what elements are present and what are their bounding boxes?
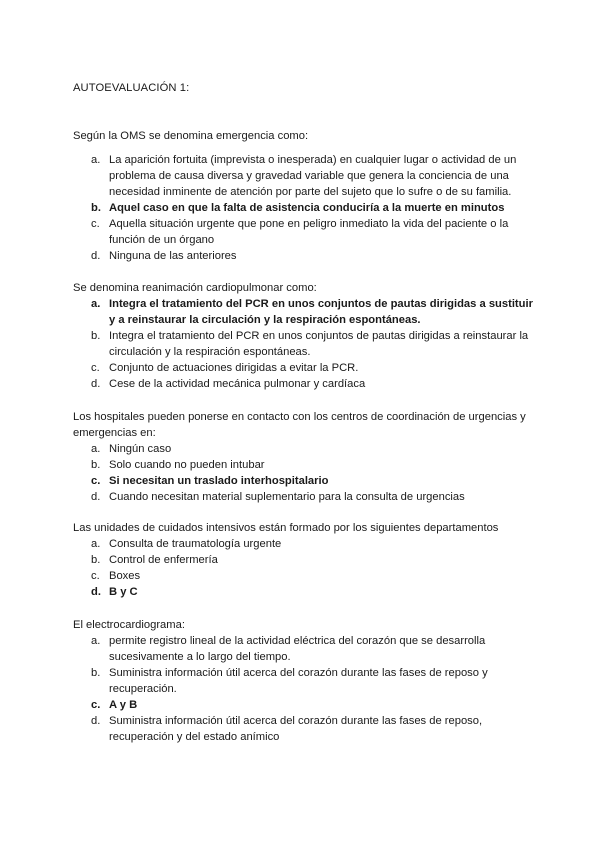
option-letter: d. <box>91 250 101 262</box>
option-letter: d. <box>91 586 101 598</box>
option-text: permite registro lineal de la actividad eléctrica del corazón que se desarrolla sucesivamente a lo largo del tiempo. <box>109 635 486 663</box>
option-d <box>73 248 533 264</box>
option-text: Integra el tratamiento del PCR en unos conjuntos de pautas dirigidas a reinstaurar la circulación y la respiración espontáneas. <box>109 330 529 358</box>
option-letter: c. <box>91 699 101 711</box>
option-text: Si necesitan un traslado interhospitalario <box>109 475 329 487</box>
option-list <box>73 441 533 505</box>
option-text: Ningún caso <box>109 443 172 455</box>
question-2 <box>73 280 533 392</box>
option-letter: d. <box>91 715 101 727</box>
option-text: Consulta de traumatología urgente <box>109 538 282 550</box>
option-d <box>73 713 533 745</box>
option-letter: c. <box>91 218 100 230</box>
option-letter: a. <box>91 635 101 647</box>
option-text: Solo cuando no pueden intubar <box>109 459 265 471</box>
question-1 <box>73 128 533 264</box>
option-letter: d. <box>91 491 101 503</box>
option-text: Suministra información útil acerca del corazón durante las fases de reposo y recuperación. <box>109 667 488 695</box>
option-letter: a. <box>91 154 101 166</box>
option-text: A y B <box>109 699 138 711</box>
option-d-correct <box>73 584 533 600</box>
page-title: AUTOEVALUACIÓN 1: <box>73 82 190 94</box>
option-list <box>73 633 533 745</box>
option-c <box>73 216 533 248</box>
option-letter: b. <box>91 202 101 214</box>
option-d <box>73 376 533 392</box>
option-a <box>73 152 533 200</box>
option-a <box>73 536 533 552</box>
question-3 <box>73 409 533 505</box>
option-list <box>73 152 533 264</box>
option-text: Aquel caso en que la falta de asistencia conduciría a la muerte en minutos <box>109 202 505 214</box>
question-text: Los hospitales pueden ponerse en contacto con los centros de coordinación de urgencias y emergencias en: <box>73 411 526 439</box>
question-text: Las unidades de cuidados intensivos están formado por los siguientes departamentos <box>73 522 499 534</box>
option-text: Ninguna de las anteriores <box>109 250 237 262</box>
option-letter: a. <box>91 443 101 455</box>
option-c-correct <box>73 473 533 489</box>
option-letter: a. <box>91 298 101 310</box>
option-letter: b. <box>91 459 101 471</box>
option-text: Cuando necesitan material suplementario para la consulta de urgencias <box>109 491 465 503</box>
option-b <box>73 328 533 360</box>
question-4 <box>73 520 533 600</box>
option-b <box>73 665 533 697</box>
option-c <box>73 568 533 584</box>
option-text: Boxes <box>109 570 141 582</box>
option-text: B y C <box>109 586 138 598</box>
option-letter: b. <box>91 667 101 679</box>
option-list <box>73 536 533 600</box>
option-text: Cese de la actividad mecánica pulmonar y cardíaca <box>109 378 366 390</box>
option-text: Conjunto de actuaciones dirigidas a evitar la PCR. <box>109 362 359 374</box>
option-list <box>73 296 533 392</box>
option-letter: d. <box>91 378 101 390</box>
option-letter: b. <box>91 330 101 342</box>
option-text: Suministra información útil acerca del corazón durante las fases de reposo, recuperación y del estado anímico <box>109 715 483 743</box>
option-a <box>73 633 533 665</box>
option-d <box>73 489 533 505</box>
option-a-correct <box>73 296 533 328</box>
option-b-correct <box>73 200 533 216</box>
option-text: Aquella situación urgente que pone en peligro inmediato la vida del paciente o la función de un órgano <box>109 218 509 246</box>
option-c <box>73 360 533 376</box>
option-text: La aparición fortuita (imprevista o inesperada) en cualquier lugar o actividad de un problema de causa diversa y gravedad variable que genera la conciencia de una necesidad inminente de atención por parte del sujeto que lo sufre o de su familia. <box>109 154 517 198</box>
option-c-correct <box>73 697 533 713</box>
question-5 <box>73 617 533 745</box>
option-text: Integra el tratamiento del PCR en unos conjuntos de pautas dirigidas a sustituir y a reinstaurar la circulación y la respiración espontáneas. <box>109 298 533 326</box>
option-text: Control de enfermería <box>109 554 218 566</box>
option-a <box>73 441 533 457</box>
question-text: Según la OMS se denomina emergencia como: <box>73 130 309 142</box>
option-letter: a. <box>91 538 101 550</box>
question-text: Se denomina reanimación cardiopulmonar como: <box>73 282 317 294</box>
option-b <box>73 552 533 568</box>
question-text: El electrocardiograma: <box>73 619 185 631</box>
option-b <box>73 457 533 473</box>
option-letter: c. <box>91 362 100 374</box>
option-letter: b. <box>91 554 101 566</box>
option-letter: c. <box>91 570 100 582</box>
option-letter: c. <box>91 475 101 487</box>
